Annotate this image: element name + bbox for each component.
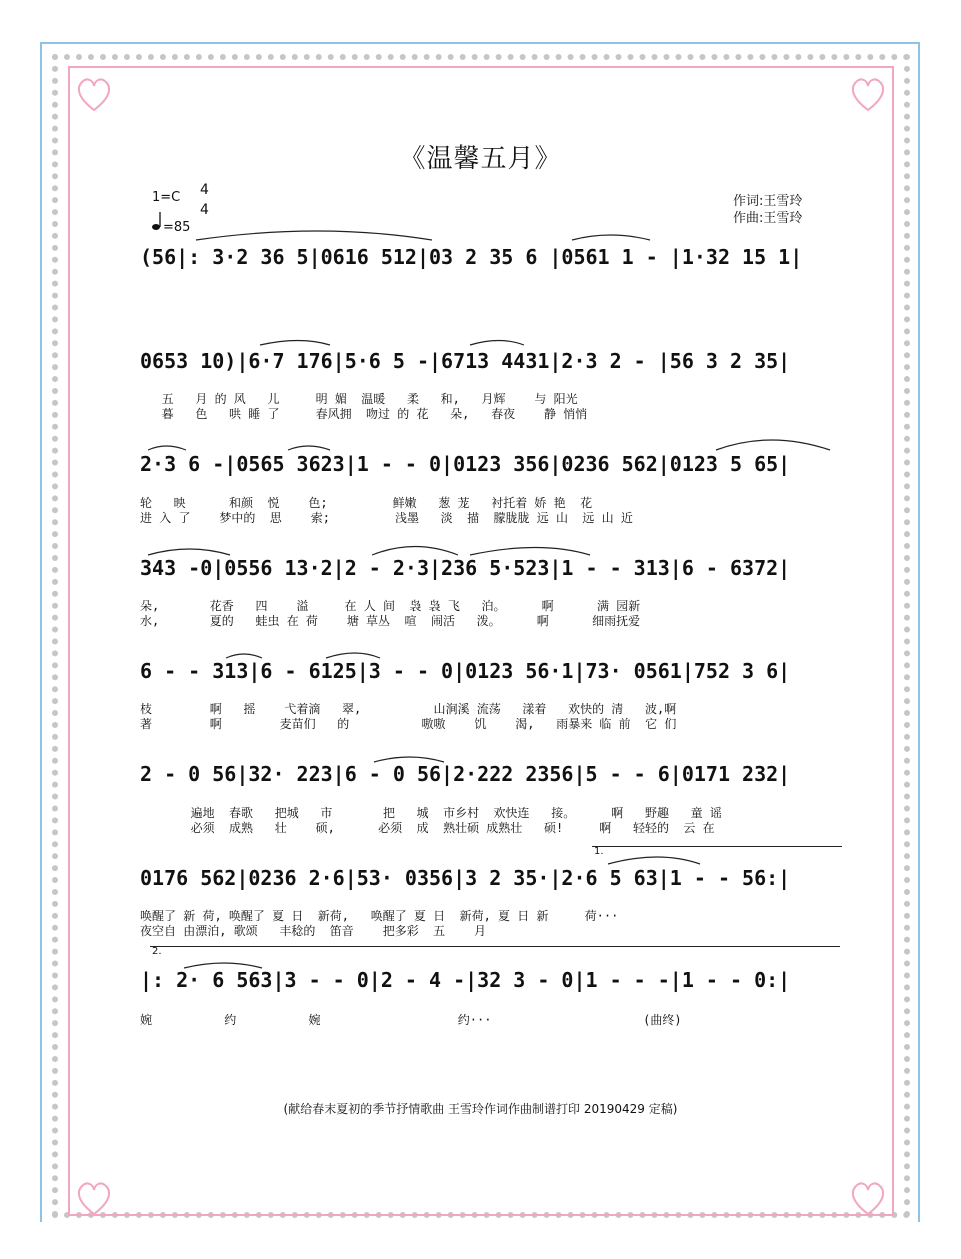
lyric-row-7-verse-2: 夜空自 由漂泊, 歌颂 丰稔的 笛音 把多彩 五 月 (140, 924, 487, 938)
tempo: =85 (163, 220, 191, 235)
volta-2-label: 2. (152, 946, 162, 957)
lyric-row-6-verse-1: 遍地 春歌 把城 市 把 城 市乡村 欢快连 接。 啊 野趣 童 谣 (140, 806, 722, 820)
lyric-row-4-verse-2: 水, 夏的 蛙虫 在 荷 塘 草丛 喧 闹活 泼。 啊 细雨抚爱 (140, 614, 641, 628)
lyric-row-7-verse-1: 唤醒了 新 荷, 唤醒了 夏 日 新荷, 唤醒了 夏 日 新荷, 夏 日 新 荷··· (140, 909, 619, 923)
key-signature: 1=C (152, 190, 181, 205)
footnote: (献给春末夏初的季节抒情歌曲 王雪玲作词作曲制谱打印 20190429 定稿) (283, 1102, 678, 1116)
notation-row-7: 0176 562|0236 2·6|53· 0356|3 2 35·|2·6 5 63|1 - - 56:| (140, 866, 791, 890)
lyric-row-5-verse-1: 枝 啊 摇 弋着滴 翠, 山涧溪 流荡 漾着 欢快的 清 波,啊 (140, 702, 677, 716)
notation-row-4: 343 -0|0556 13·2|2 - 2·3|236 5·523|1 - - 313|6 - 6372| (140, 556, 791, 580)
lyric-row-2-verse-1: 五 月 的 风 儿 明 媚 温暖 柔 和, 月辉 与 阳光 (140, 392, 578, 406)
notation-row-8: |: 2· 6 563|3 - - 0|2 - 4 -|32 3 - 0|1 - - -|1 - - 0:| (140, 968, 791, 992)
notation-row-2: 0653 10)|6·7 176|5·6 5 -|6713 4431|2·3 2 - |56 3 2 35| (140, 349, 791, 373)
lyric-row-5-verse-2: 著 啊 麦苗们 的 嗷嗷 饥 渴, 雨暴来 临 前 它 们 (140, 717, 677, 731)
lyric-row-8: 婉 约 婉 约··· (曲终) (140, 1013, 682, 1027)
lyric-row-2-verse-2: 暮 色 哄 睡 了 春风拥 吻过 的 花 朵, 春夜 静 悄悄 (140, 407, 588, 421)
lyric-row-3-verse-1: 轮 映 和颜 悦 色; 鲜嫩 葱 茏 衬托着 娇 艳 花 (140, 496, 593, 510)
notation-row-3: 2·3 6 -|0565 3623|1 - - 0|0123 356|0236 562|0123 5 65| (140, 452, 791, 476)
time-signature-top: 4 (200, 182, 209, 198)
song-title: 《温馨五月》 (399, 144, 562, 174)
lyric-row-3-verse-2: 进 入 了 梦中的 思 索; 浅墨 淡 描 朦胧胧 远 山 远 山 近 (140, 511, 633, 525)
volta-1-label: 1. (594, 846, 604, 857)
notation-row-6: 2 - 0 56|32· 223|6 - 0 56|2·222 2356|5 - - 6|0171 232| (140, 762, 791, 786)
time-signature-bottom: 4 (200, 202, 209, 218)
notation-row-1: (56|: 3·2 36 5|0616 512|03 2 35 6 |0561 1 - |1·32 15 1| (140, 245, 803, 269)
notation-row-5: 6 - - 313|6 - 6125|3 - - 0|0123 56·1|73· 0561|752 3 6| (140, 659, 791, 683)
composer-credit: 作曲:王雪玲 (733, 211, 803, 226)
lyric-row-6-verse-2: 必须 成熟 壮 硕, 必须 成 熟壮硕 成熟壮 硕! 啊 轻轻的 云 在 (140, 821, 715, 835)
lyric-row-4-verse-1: 朵, 花香 四 溢 在 人 间 袅 袅 飞 泊。 啊 满 园新 (140, 599, 641, 613)
lyricist-credit: 作词:王雪玲 (733, 194, 803, 209)
